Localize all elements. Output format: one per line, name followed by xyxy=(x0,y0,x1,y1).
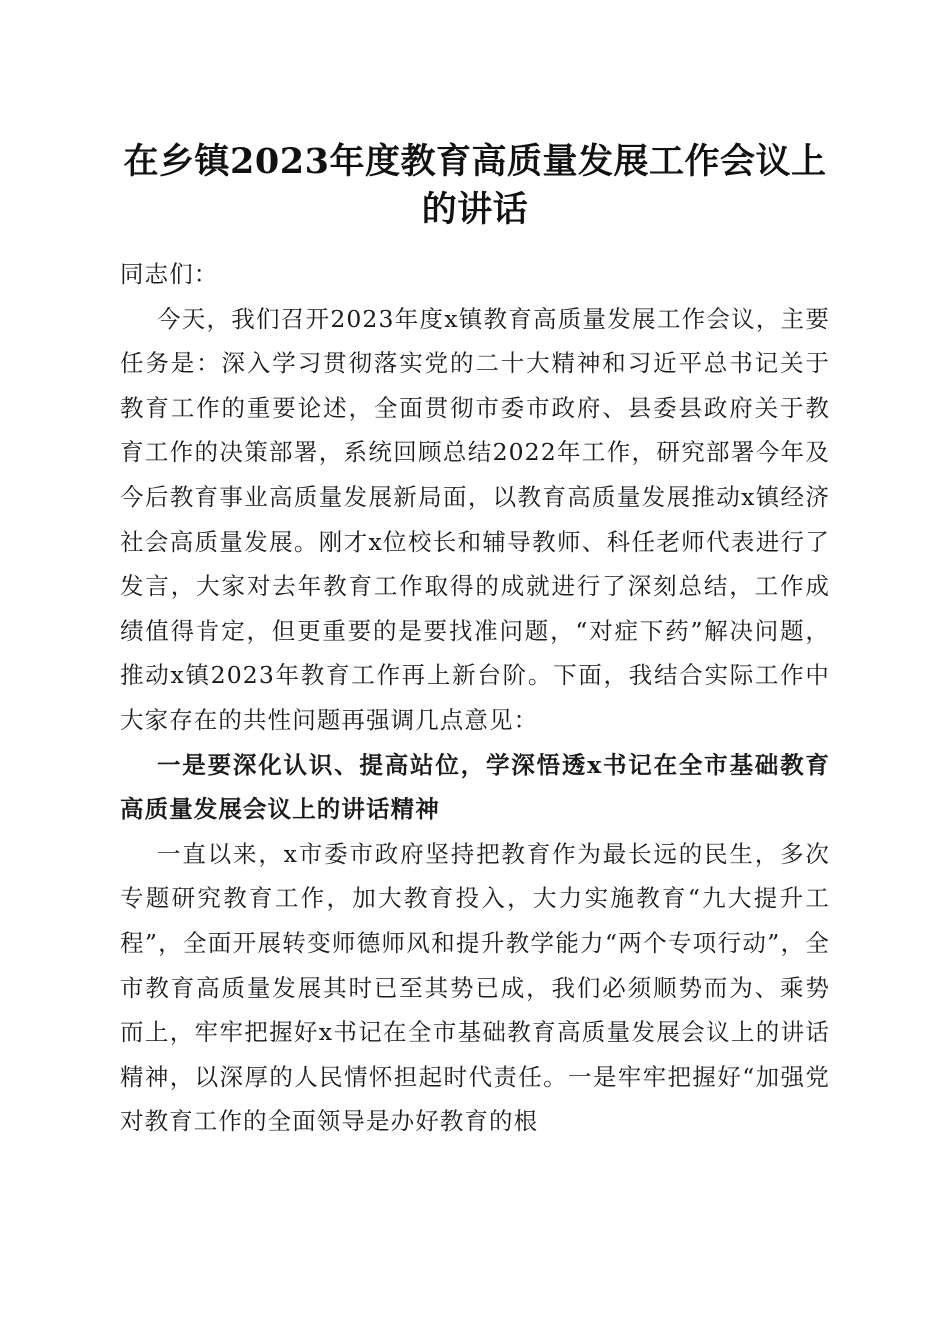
section-heading-1: 一是要深化认识、提高站位，学深悟透x书记在全市基础教育高质量发展会议上的讲话精神 xyxy=(120,750,830,824)
document-title: 在乡镇2023年度教育高质量发展工作会议上的讲话 xyxy=(123,141,827,230)
paragraph-section-1: 一直以来，x市委市政府坚持把教育作为最长远的民生，多次专题研究教育工作，加大教育投入，大力实施教育“九大提升工程”，全面开展转变师德师风和提升教学能力“两个专项行动”，全市教育高质量发展其时已至其势已成，我们必须顺势而为、乘势而上，牢牢把握好x书记在全市基础教育高质量发展会议上的讲话精神，以深厚的人民情怀担起时代责任。一是牢牢把握好“加强党对教育工作的全面领导是办好教育的根 xyxy=(120,839,830,1136)
document-body xyxy=(120,252,830,1144)
paragraph-intro: 今天，我们召开2023年度x镇教育高质量发展工作会议，主要任务是：深入学习贯彻落实党的二十大精神和习近平总书记关于教育工作的重要论述，全面贯彻市委市政府、县委县政府关于教育工作的决策部署，系统回顾总结2022年工作，研究部署今年及今后教育事业高质量发展新局面，以教育高质量发展推动x镇经济社会高质量发展。刚才x位校长和辅导教师、科任老师代表进行了发言，大家对去年教育工作取得的成就进行了深刻总结，工作成绩值得肯定，但更重要的是要找准问题，“对症下药”解决问题，推动x镇2023年教育工作再上新台阶。下面，我结合实际工作中大家存在的共性问题再强调几点意见： xyxy=(120,304,830,734)
salutation: 同志们： xyxy=(120,260,219,288)
